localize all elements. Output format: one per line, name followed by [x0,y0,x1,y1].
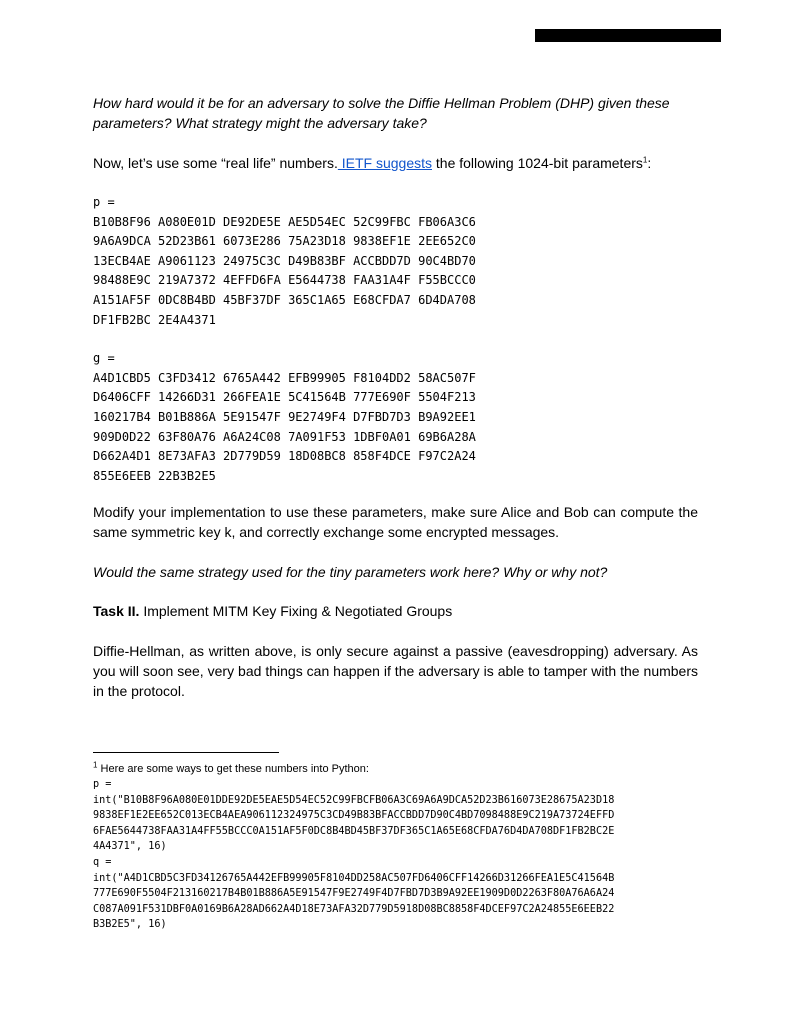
footnote-p-code-line: 6FAE5644738FAA31A4FF55BCCC0A151AF5F0DC8B4BD45BF37DF365C1A65E68CFDA76D4DA708DF1FB2BC2E [93,825,615,837]
intro-paragraph [93,153,698,173]
footnote-description: Here are some ways to get these numbers into Python: [97,763,369,775]
footnote-p-label: p = [93,779,112,790]
p-parameter-block [93,193,698,330]
g-label: g = [93,351,115,366]
footnote-number: 1 [93,760,98,770]
p-hex-line: 13ECB4AE A9061123 24975C3C D49B83BF ACCBDD7D 90C4BD70 [93,253,476,268]
p-hex-line: 9A6A9DCA 52D23B61 6073E286 75A23D18 9838EF1E 2EE652C0 [93,234,476,249]
g-hex-line: D6406CFF 14266D31 266FEA1E 5C41564B 777E690F 5504F213 [93,390,476,405]
g-hex-line: 855E6EEB 22B3B2E5 [93,468,216,483]
p-hex-line: DF1FB2BC 2E4A4371 [93,312,216,327]
g-hex-line: 909D0D22 63F80A76 A6A24C08 7A091F53 1DBF0A01 69B6A28A [93,429,476,444]
p-hex-line: B10B8F96 A080E01D DE92DE5E AE5D54EC 52C99FBC FB06A3C6 [93,214,476,229]
dh-security-paragraph: Diffie-Hellman, as written above, is only secure against a passive (eavesdropping) adversary. As you will soon see, very bad things can happen if the adversary is able to tamper with the numbers in the protocol. [93,643,698,700]
task-label: Task II. [93,603,140,620]
footnote-q-code-line: B3B2E5", 16) [93,919,167,931]
question-tiny-parameters: Would the same strategy used for the tiny parameters work here? Why or why not? [93,564,608,581]
p-hex-line: A151AF5F 0DC8B4BD 45BF37DF 365C1A65 E68CFDA7 6D4DA708 [93,292,476,307]
footnote [93,762,703,933]
footnote-p-code-line: 4A4371", 16) [93,841,167,853]
document-body [93,93,698,701]
footnote-q-code-line: C087A091F531DBF0A0169B6A28AD662A4D18E73AFA32D779D5918D08BC8858F4DCEF97C2A24855E6EEB22 [93,903,615,915]
g-hex-line: A4D1CBD5 C3FD3412 6765A442 EFB99905 F8104DD2 58AC507F [93,370,476,385]
g-parameter-block [93,349,698,486]
footnote-p-code-line: 9838EF1E2EE652C013ECB4AEA906112324975C3CD49B83BFACCBDD7D90C4BD7098488E9C219A73724EFFD [93,810,615,822]
intro-text-before: Now, let’s use some “real life” numbers. [93,155,338,171]
redacted-header-bar [535,29,721,42]
intro-colon: : [647,155,652,171]
task-title: Implement MITM Key Fixing & Negotiated Groups [139,603,453,620]
footnote-text [93,762,703,777]
question-dhp: How hard would it be for an adversary to solve the Diffie Hellman Problem (DHP) given these parameters? What strategy might the adversary take? [93,95,670,131]
footnote-separator [93,752,279,753]
footnote-q-code-line: 777E690F5504F213160217B4B01B886A5E91547F9E2749F4D7FBD7D3B9A92EE1909D0D2263F80A76A6A24 [93,888,615,900]
g-hex-line: D662A4D1 8E73AFA3 2D779D59 18D08BC8 858F4DCE F97C2A24 [93,449,476,464]
task-heading [93,601,698,621]
p-hex-line: 98488E9C 219A7372 4EFFD6FA E5644738 FAA31A4F F55BCCC0 [93,273,476,288]
footnote-ref[interactable]: 1 [642,155,648,165]
modify-paragraph: Modify your implementation to use these parameters, make sure Alice and Bob can compute the same symmetric key k, and correctly exchange some encrypted messages. [93,504,698,541]
ietf-link[interactable]: IETF suggests [337,155,432,171]
intro-text-after: the following 1024-bit parameters [432,155,643,171]
footnote-q-label: q = [93,856,112,868]
footnote-p-code-line: int("B10B8F96A080E01DDE92DE5EAE5D54EC52C99FBCFB06A3C69A6A9DCA52D23B616073E28675A23D18 [93,794,615,806]
footnote-q-code-line: int("A4D1CBD5C3FD34126765A442EFB99905F8104DD258AC507FD6406CFF14266D31266FEA1E5C41564B [93,872,615,884]
p-label: p = [93,195,115,209]
g-hex-line: 160217B4 B01B886A 5E91547F 9E2749F4 D7FBD7D3 B9A92EE1 [93,409,476,424]
